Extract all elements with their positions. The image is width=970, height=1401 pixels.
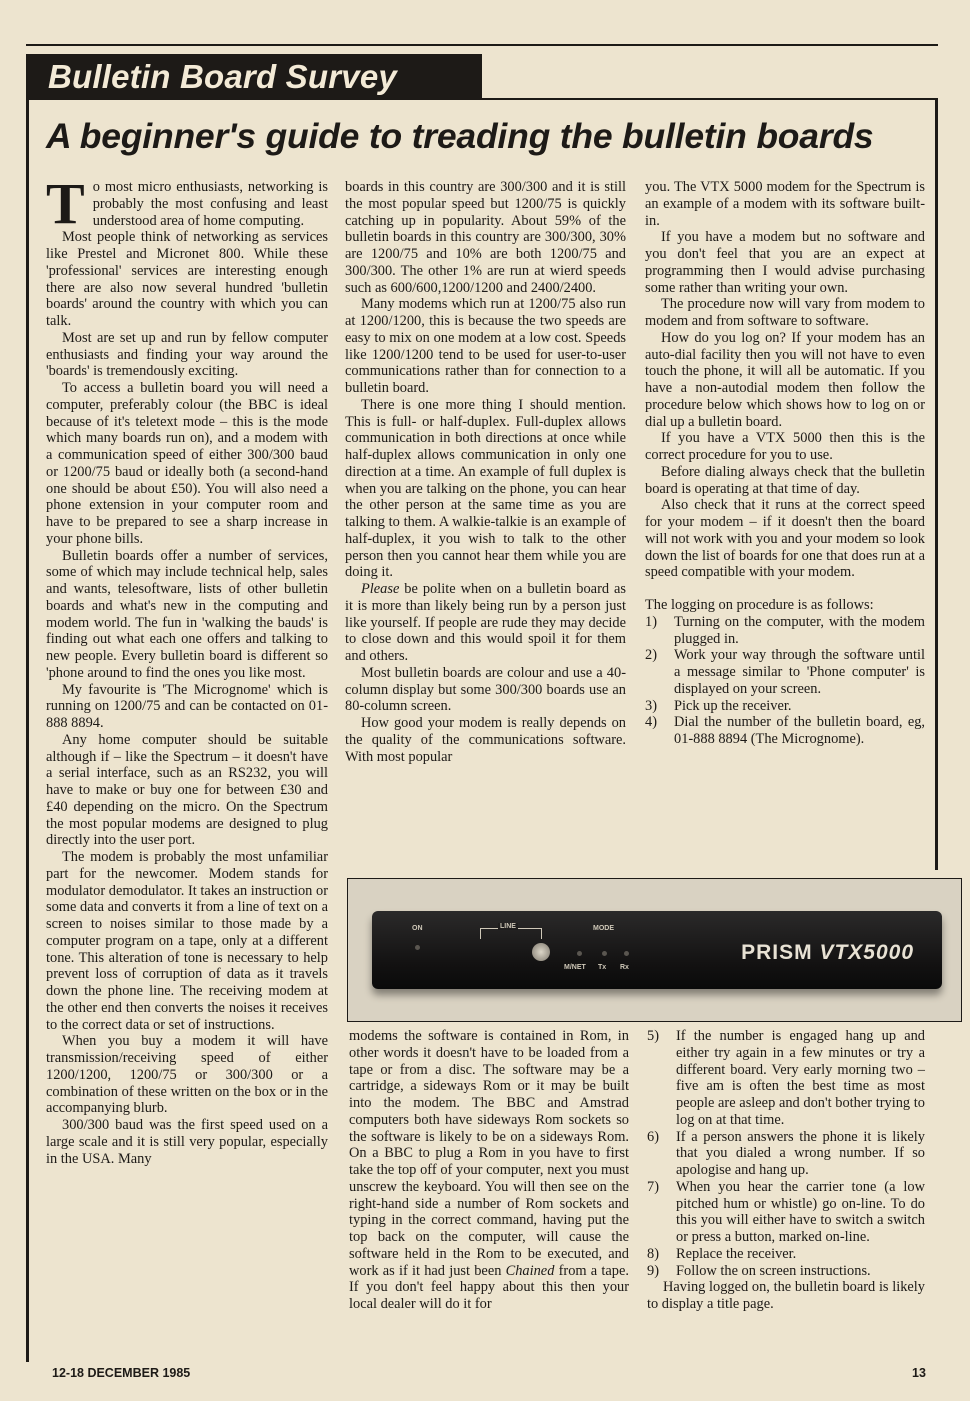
paragraph: you. The VTX 5000 modem for the Spectrum is an example of a modem with its software built-in. [645, 179, 925, 229]
column-3-continued [647, 1028, 925, 1313]
list-item [647, 1028, 925, 1129]
paragraph-text: o most micro enthusiasts, networking is probably the most confusing and least understood area of home computing. [92, 179, 328, 229]
column-2 [345, 179, 626, 765]
line-knob [532, 943, 550, 961]
list-item [645, 614, 925, 648]
paragraph: When you buy a modem it will have transmission/receiving speed of either 1200/1200, 1200/75 or 300/300 or a combination of these written on the box or in the accompanying blurb. [46, 1033, 328, 1117]
paragraph: The modem is probably the most unfamiliar part for the newcomer. Modem stands for modulator demodulator. It takes an instruction or some data and converts it from a line of text on a screen to noises similar to those made by a computer program on a tape, only at a different tone. This alteration of tone is necessary to help prevent loss of corruption of data as it travels down the phone line. The receiving modem at the other end then converts the noises it receives to the correct data or set of instructions. [46, 849, 328, 1033]
paragraph: How do you log on? If your modem has an auto-dial facility then you will not have to even touch the phone, it will all be automatic. If you have a non-autodial modem then follow the procedure below which shows how to log on or dial up a bulletin board. [645, 329, 925, 430]
label-on: ON [412, 925, 423, 932]
modem-photo [347, 878, 962, 1022]
mode-led [577, 951, 582, 956]
section-rule [482, 98, 938, 100]
column-3 [645, 179, 925, 748]
column-2-continued [349, 1028, 629, 1313]
step-number: 6) [647, 1128, 659, 1145]
label-mnet: M/NET [564, 964, 586, 971]
paragraph: boards in this country are 300/300 and it is still the most popular speed but 1200/75 is quickly catching up in popularity. About 59% of the bulletin boards in this country are 300/300, 30% are 1200/75 and 10% are both 1200/75 and 300/300. The other 1% are run at wierd speeds such as 600/600,1200/1200 and 2400/2400. [345, 179, 626, 296]
paragraph: Most people think of networking as services like Prestel and Micronet 800. While these 'professional' services are interesting enough there are also now several hundred 'bulletin boards' around the country with which you can talk. [46, 229, 328, 329]
paragraph: Before dialing always check that the bulletin board is operating at that time of day. [645, 463, 925, 497]
step-text: If the number is engaged hang up and either try again in a few minutes or try a different board. Very early morning two – five am is often the best time as most people are asleep and don't bother trying to log on at that time. [676, 1028, 925, 1128]
brand-name: PRISM [741, 941, 813, 964]
mode-led [602, 951, 607, 956]
paragraph: To access a bulletin board you will need a computer, preferably colour (the BBC is ideal because of it's teletext mode – this is the mode which many boards run on), and a modem with a communication speed of either 300/300 baud or 1200/75 baud or ideally both (a second-hand one should be about £50). You will also need a phone extension in your computer room and have to be prepared to see a sharp increase in your phone bills. [46, 380, 328, 547]
step-number: 3) [645, 697, 657, 714]
steps-intro: The logging on procedure is as follows: [645, 597, 874, 613]
power-led [415, 945, 420, 950]
paragraph [46, 171, 328, 236]
paragraph: 300/300 baud was the first speed used on a large scale and it is still very popular, especially in the USA. Many [46, 1117, 328, 1167]
paragraph: How good your modem is really depends on the quality of the communications software. With most popular [345, 715, 626, 765]
brand-logo [741, 941, 914, 965]
paragraph: If you have a VTX 5000 then this is the correct procedure for you to use. [645, 430, 925, 463]
list-item [647, 1129, 925, 1179]
paragraph-text: be polite when on a bulletin board as it is more than likely being run by a person just like yourself. If people are rude they may decide to close down and this would spoil it for them and others. [345, 581, 626, 664]
headline: A beginner's guide to treading the bulletin boards [46, 116, 874, 156]
list-item [645, 698, 925, 715]
paragraph: My favourite is 'The Micrognome' which is running on 1200/75 and can be contacted on 01-888 8894. [46, 681, 328, 731]
step-number: 7) [647, 1178, 659, 1195]
paragraph: There is one more thing I should mention. This is full- or half-duplex. Full-duplex allows communication in both directions at once while half-duplex allows communication in only one direction at a time. An example of full duplex is when you are talking on the phone, you can hear the other person at the same time as you are talking to them. A walkie-talkie is an example of half-duplex, it you wish to talk to the other person then you cannot hear them while you are doing it. [345, 396, 626, 581]
label-mode: MODE [593, 925, 614, 932]
list-item [645, 714, 925, 748]
step-number: 8) [647, 1245, 659, 1262]
model-name: VTX5000 [819, 941, 914, 964]
page-number: 13 [912, 1366, 926, 1380]
step-number: 4) [645, 714, 657, 731]
step-text: Turning on the computer, with the modem plugged in. [674, 613, 925, 647]
step-text: Dial the number of the bulletin board, eg, 01-888 8894 (The Micrognome). [674, 714, 925, 747]
paragraph: Also check that it runs at the correct speed for your modem – if it doesn't then the board will not work with you and your modem so look down the list of boards for one that does run at a speed compatible with your modem. [645, 497, 925, 581]
paragraph-text: from a tape. If you don't feel happy about this then your local dealer will do it for [349, 1262, 629, 1312]
paragraph: The procedure now will vary from modem to modem and from software to software. [645, 296, 925, 329]
step-number: 5) [647, 1028, 659, 1044]
top-rule [26, 44, 938, 46]
list-item [647, 1246, 925, 1263]
step-number: 9) [647, 1262, 659, 1279]
frame-right-rule [935, 100, 938, 870]
list-item [647, 1263, 925, 1280]
label-rx: Rx [620, 964, 629, 971]
emphasis: Chained [505, 1262, 555, 1279]
paragraph: Bulletin boards offer a number of services, some of which may include technical help, sales and wants, telesoftware, lists of other bulletin boards and what's new in the computing and modem world. The fun in 'walking the bauds' is finding out what each one offers and talking to new people. Every bulletin board is different so 'phone around to find the ones you like most. [46, 547, 328, 681]
steps-list [647, 1028, 925, 1279]
step-text: Replace the receiver. [676, 1245, 797, 1262]
paragraph: Many modems which run at 1200/75 also run at 1200/1200, this is because the two speeds are easy to mix on one modem at a low cost. Speeds like 1200/1200 tend to be used for user-to-user communications rather than for connection to a bulletin board. [345, 296, 626, 396]
emphasis: Please [361, 581, 400, 597]
steps-list [645, 614, 925, 748]
step-number: 2) [645, 647, 657, 664]
modem-device [372, 911, 942, 989]
list-item [645, 647, 925, 697]
mode-led [624, 951, 629, 956]
label-tx: Tx [598, 964, 607, 971]
step-text: When you hear the carrier tone (a low pitched hum or whistle) go on-line. To do this you will either have to switch a switch or press a button, marked on-line. [676, 1178, 925, 1245]
footer-date: 12-18 DECEMBER 1985 [52, 1366, 191, 1380]
step-number: 1) [645, 613, 657, 630]
paragraph: Having logged on, the bulletin board is likely to display a title page. [647, 1279, 925, 1312]
step-text: Follow the on screen instructions. [676, 1262, 871, 1279]
step-text: Work your way through the software until a message similar to 'Phone computer' is displayed on your screen. [674, 647, 925, 697]
paragraph [349, 1028, 629, 1313]
section-title: Bulletin Board Survey [26, 54, 482, 100]
list-item [647, 1179, 925, 1246]
step-text: If a person answers the phone it is likely that you dialed a wrong number. If so apologise and hang up. [676, 1128, 925, 1178]
drop-cap: T [46, 171, 85, 236]
paragraph: Most are set up and run by fellow computer enthusiasts and finding your way around the 'boards' is tremendously exciting. [46, 329, 328, 380]
step-text: Pick up the receiver. [674, 697, 792, 714]
paragraph [345, 581, 626, 665]
label-line: LINE [500, 923, 516, 930]
frame-left-rule [26, 100, 29, 1362]
paragraph-text: modems the software is contained in Rom, in other words it doesn't have to be loaded from a tape or from a disc. The software may be a cartridge, a sideways Rom or it may be built into the modem. The BBC and Amstrad computers both have sideways Rom sockets so the software is likely to be on a sideways Rom. On a BBC to plug a Rom in you have to first take the top off of your computer, next you must unscrew the keyboard. You will then see on the right-hand side a number of Rom sockets and typing in the correct command, having put the top back on the computer, will cause the software held in the Rom to be executed, and work as if it had just been [349, 1028, 629, 1279]
paragraph: If you have a modem but no software and you don't feel that you are an expect at programming then I would advise purchasing some rather than writing your own. [645, 229, 925, 296]
paragraph: Most bulletin boards are colour and use a 40-column display but some 300/300 boards use an 80-column screen. [345, 664, 626, 715]
paragraph: Any home computer should be suitable although if – like the Spectrum – it doesn't have a serial interface, such as an RS232, you will have to make or buy one for between £30 and £40 depending on the micro. On the Spectrum the most popular modems are designed to plug directly into the user port. [46, 731, 328, 849]
column-1 [46, 171, 328, 1167]
